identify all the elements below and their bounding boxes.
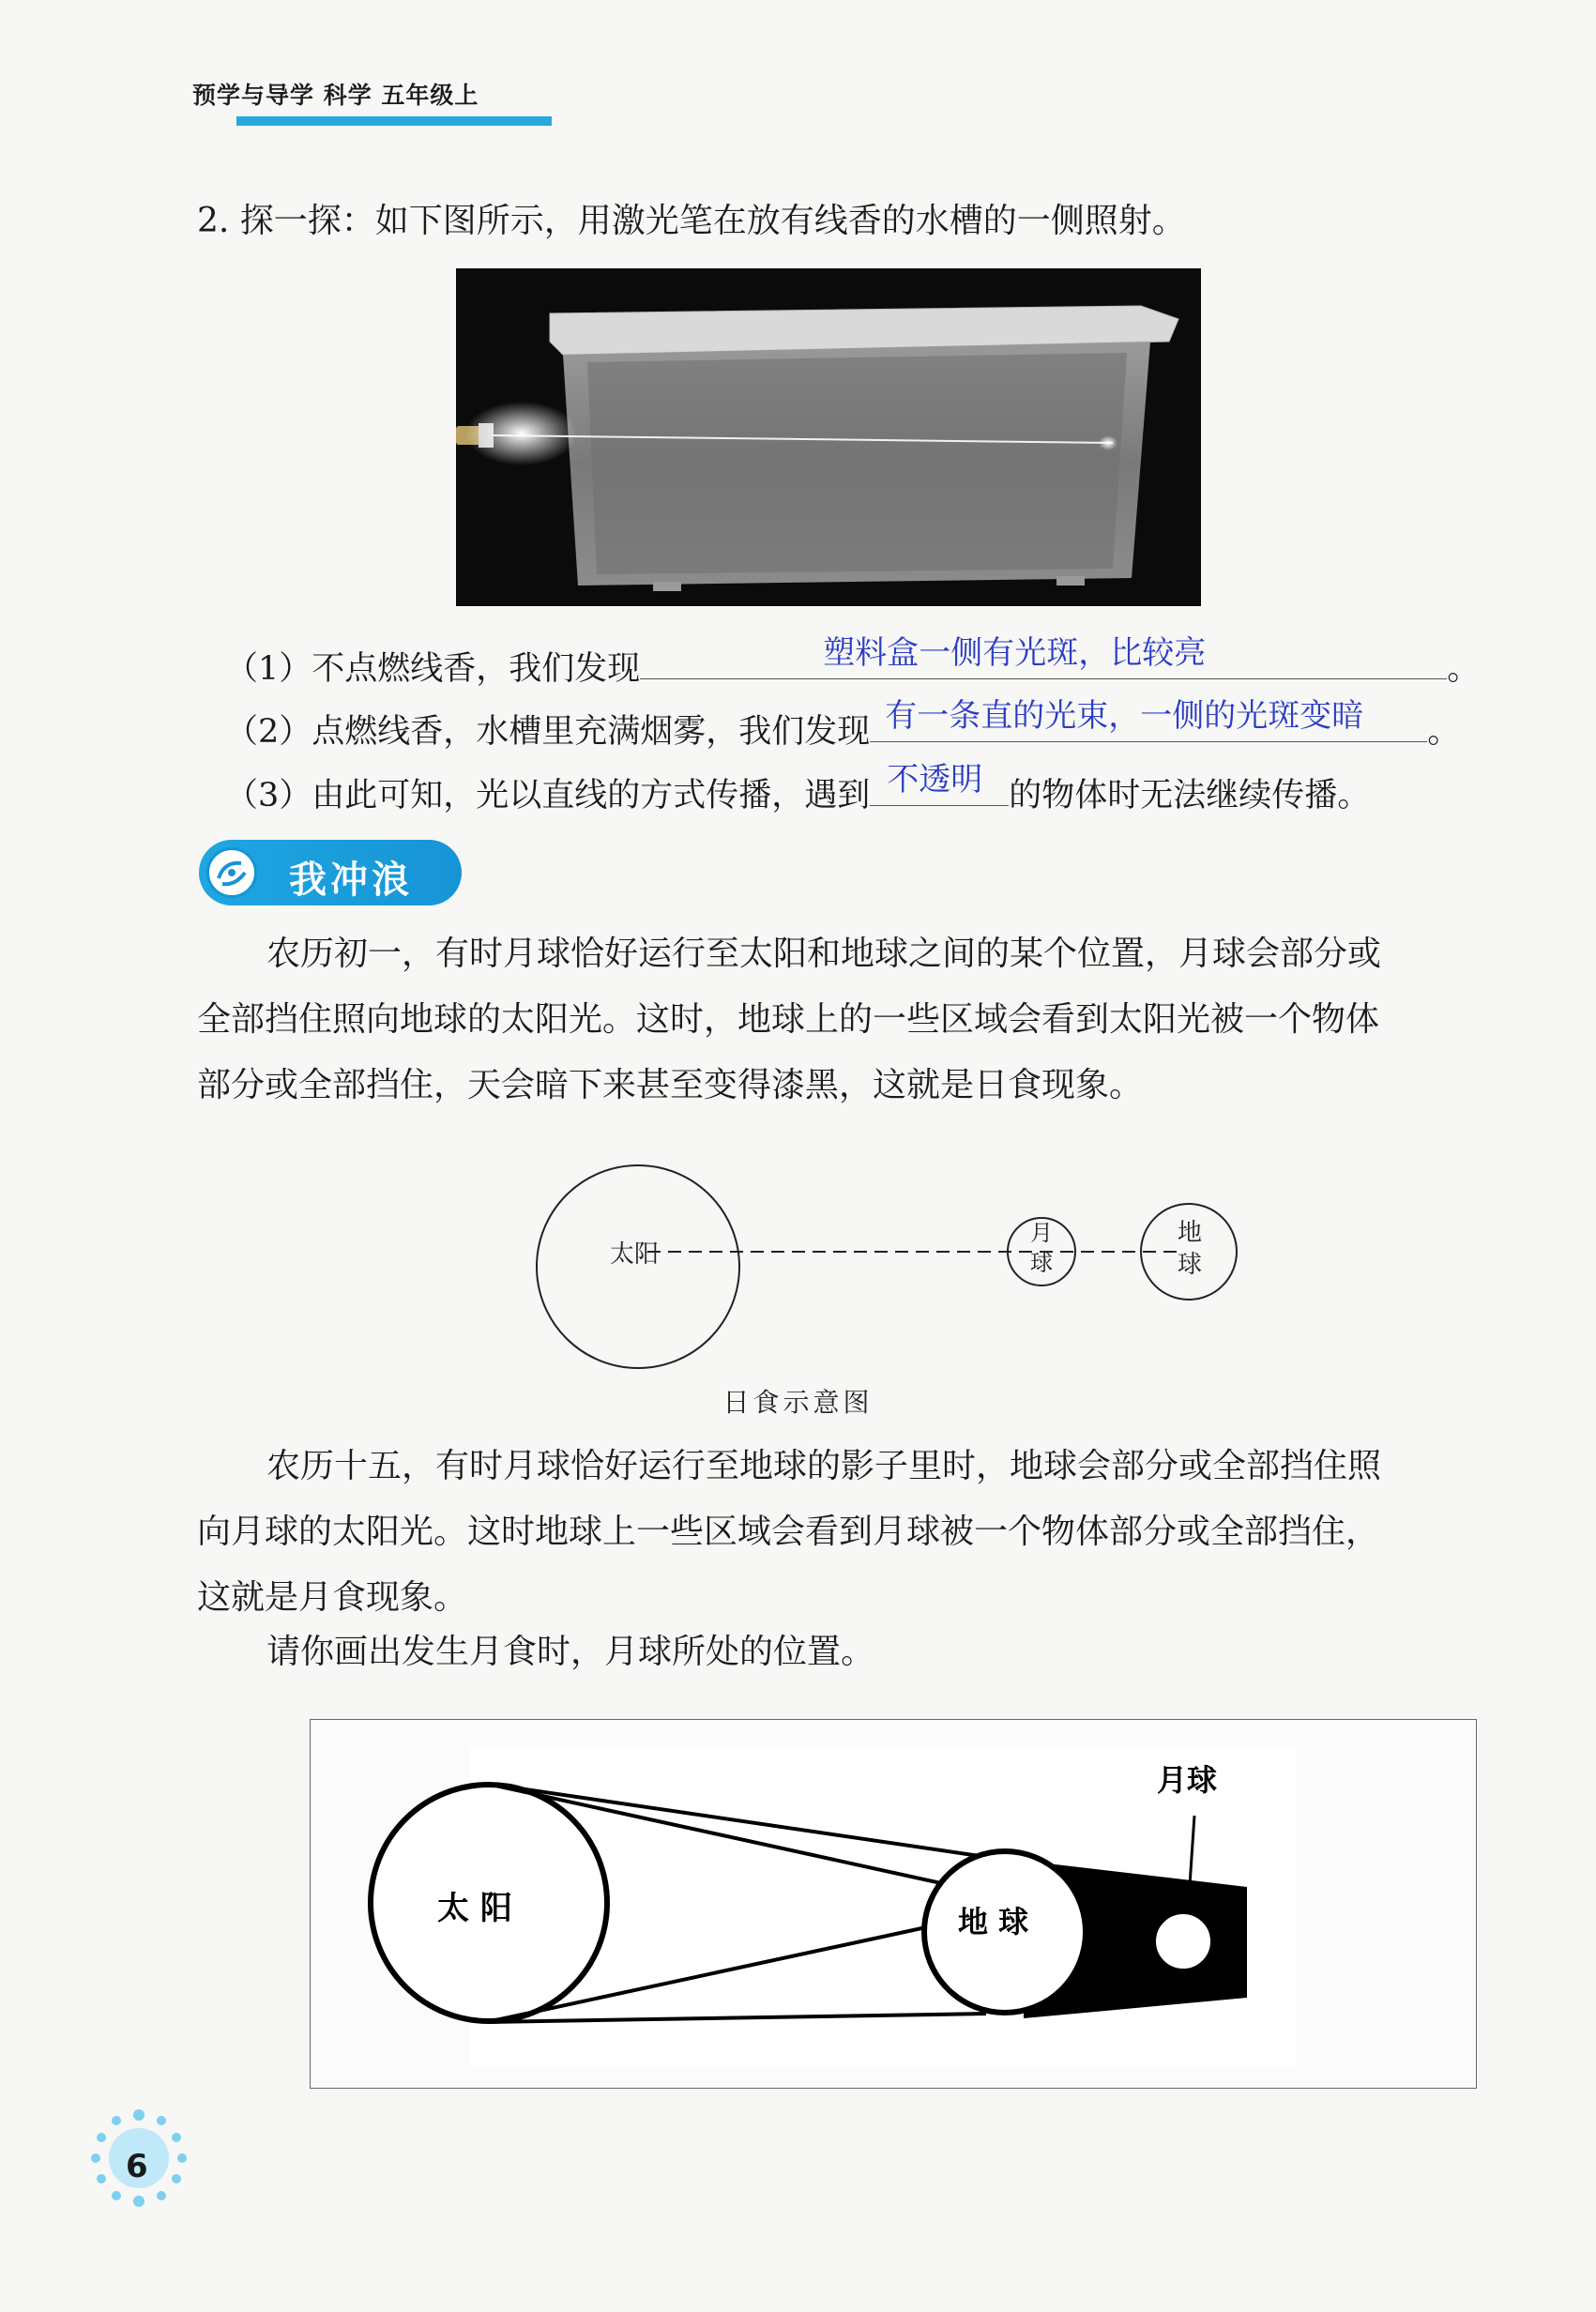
solar-eclipse-paragraph xyxy=(197,921,1381,1118)
paragraph-line: 农历初一，有时月球恰好运行至太阳和地球之间的某个位置，月球会部分或 xyxy=(266,935,1382,973)
earth-label: 地 球 xyxy=(958,1904,1029,1939)
section-title: 我冲浪 xyxy=(289,859,413,902)
moon-label-2: 球 xyxy=(1030,1250,1053,1276)
laser-tank-photo xyxy=(456,268,1201,606)
item-3-answer: 不透明 xyxy=(887,761,983,799)
item-1-prefix: （1）不点燃线香，我们发现 xyxy=(225,650,641,688)
item-1-blank[interactable] xyxy=(640,634,1447,679)
solar-eclipse-caption: 日食示意图 xyxy=(722,1387,874,1418)
item-1-suffix: 。 xyxy=(1447,650,1481,688)
page-header-title: 预学与导学 科学 五年级上 xyxy=(192,82,479,109)
item-3-prefix: （3）由此可知，光以直线的方式传播，遇到 xyxy=(225,777,871,814)
item-2-blank[interactable] xyxy=(870,697,1427,742)
lunar-eclipse-diagram xyxy=(311,1720,1476,2088)
lunar-eclipse-paragraph xyxy=(197,1434,1381,1631)
question-2-item-3 xyxy=(225,761,1371,816)
item-2-suffix: 。 xyxy=(1427,713,1461,751)
paragraph-line: 这就是月食现象。 xyxy=(197,1578,468,1617)
header-accent-bar xyxy=(236,116,552,126)
item-2-answer: 有一条直的光束，一侧的光斑变暗 xyxy=(885,697,1364,735)
question-2-title: 2. 探一探：如下图所示，用激光笔在放有线香的水槽的一侧照射。 xyxy=(197,202,1186,240)
earth-label-2: 球 xyxy=(1178,1251,1203,1279)
paragraph-line: 全部挡住照向地球的太阳光。这时，地球上的一些区域会看到太阳光被一个物体 xyxy=(197,1000,1380,1039)
drawing-instruction: 请你画出发生月食时，月球所处的位置。 xyxy=(266,1633,875,1671)
sun-label: 太 阳 xyxy=(437,1890,512,1927)
paragraph-line: 部分或全部挡住，天会暗下来甚至变得漆黑，这就是日食现象。 xyxy=(197,1066,1144,1104)
item-3-blank[interactable] xyxy=(870,761,1009,806)
lunar-eclipse-diagram-box xyxy=(310,1719,1477,2089)
item-3-suffix: 的物体时无法继续传播。 xyxy=(1009,777,1371,814)
paragraph-line: 农历十五，有时月球恰好运行至地球的影子里时，地球会部分或全部挡住照 xyxy=(266,1447,1382,1485)
earth-label-1: 地 xyxy=(1178,1219,1203,1247)
solar-eclipse-diagram xyxy=(525,1154,1239,1379)
page-number: 6 xyxy=(126,2148,148,2185)
sun-label: 太阳 xyxy=(610,1240,660,1269)
item-2-prefix: （2）点燃线香，水槽里充满烟雾，我们发现 xyxy=(225,713,871,751)
paragraph-line: 向月球的太阳光。这时地球上一些区域会看到月球被一个物体部分或全部挡住， xyxy=(197,1513,1380,1551)
question-2-item-1 xyxy=(225,634,1481,690)
question-2-item-2 xyxy=(225,697,1461,753)
item-1-answer: 塑料盒一侧有光斑，比较亮 xyxy=(823,634,1207,672)
surf-icon xyxy=(206,847,257,898)
moon-circle xyxy=(1157,1915,1209,1968)
moon-label-1: 月 xyxy=(1030,1220,1053,1246)
moon-label: 月球 xyxy=(1157,1762,1218,1798)
